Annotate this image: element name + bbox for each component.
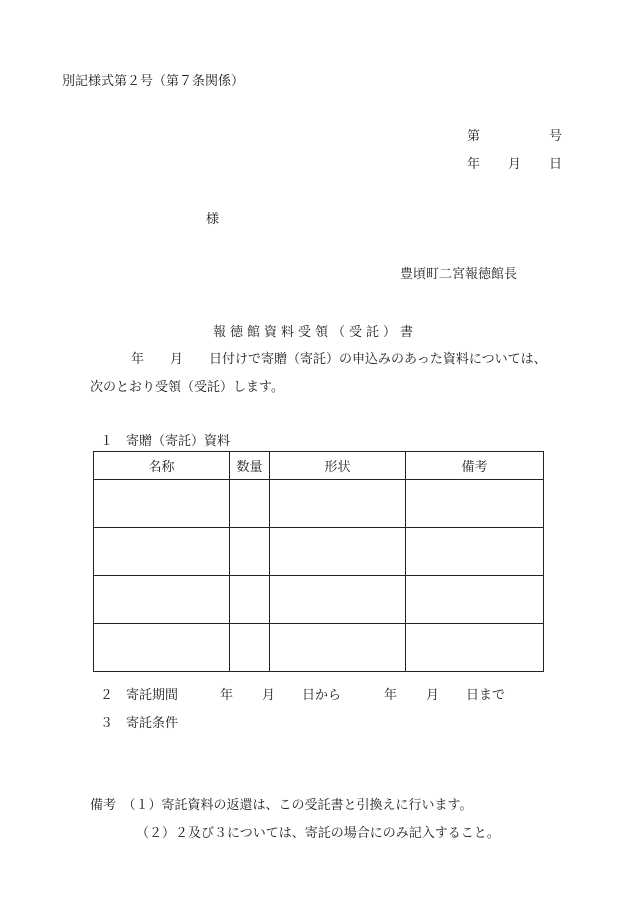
table-cell[interactable] (406, 576, 544, 624)
form-label: 別記様式第２号（第７条関係） (62, 74, 245, 89)
table-row (94, 528, 544, 576)
section2-label: ２ 寄託期間 (100, 688, 179, 703)
table-cell[interactable] (230, 624, 270, 672)
period-to-year: 年 (384, 688, 398, 703)
period-from-year: 年 (220, 688, 234, 703)
section1-heading: １ 寄贈（寄託）資料 (100, 434, 231, 449)
table-cell[interactable] (270, 576, 406, 624)
period-to-day: 日まで (466, 688, 506, 703)
document-title: 報徳館資料受領（受託）書 (212, 325, 417, 340)
issuer-name: 豊頃町二宮報徳館長 (400, 267, 518, 282)
table-row (94, 480, 544, 528)
column-header-name: 名称 (94, 452, 230, 480)
table-cell[interactable] (406, 528, 544, 576)
document-number-suffix: 号 (549, 129, 563, 144)
period-from-day: 日から (302, 688, 342, 703)
section3-deposit-conditions: ３ 寄託条件 (100, 716, 179, 731)
date-day: 日 (549, 157, 563, 172)
table-cell[interactable] (94, 576, 230, 624)
table-row (94, 624, 544, 672)
period-to-month: 月 (426, 688, 440, 703)
table-cell[interactable] (270, 480, 406, 528)
table-cell[interactable] (270, 624, 406, 672)
column-header-quantity: 数量 (230, 452, 270, 480)
date-month: 月 (508, 157, 522, 172)
period-from-month: 月 (262, 688, 276, 703)
table-header-row (94, 452, 544, 480)
table-cell[interactable] (230, 480, 270, 528)
note-line-1: 備考 （１）寄託資料の返還は、この受託書と引換えに行います。 (90, 798, 473, 813)
table-cell[interactable] (94, 480, 230, 528)
table-cell[interactable] (270, 528, 406, 576)
document-number-prefix: 第 (467, 129, 481, 144)
table-cell[interactable] (406, 624, 544, 672)
table-cell[interactable] (94, 528, 230, 576)
items-table (93, 451, 544, 672)
note-line-2: （２）２及び３については、寄託の場合にのみ記入すること。 (136, 826, 500, 841)
column-header-shape: 形状 (270, 452, 406, 480)
addressee-honorific: 様 (206, 212, 220, 227)
table-cell[interactable] (94, 624, 230, 672)
body-line-2: 次のとおり受領（受託）します。 (90, 380, 284, 395)
date-year: 年 (467, 157, 481, 172)
table-cell[interactable] (230, 576, 270, 624)
table-cell[interactable] (406, 480, 544, 528)
column-header-remarks: 備考 (406, 452, 544, 480)
table-row (94, 576, 544, 624)
body-line-1: 年 月 日付けで寄贈（寄託）の申込みのあった資料については、 (131, 352, 547, 367)
table-cell[interactable] (230, 528, 270, 576)
